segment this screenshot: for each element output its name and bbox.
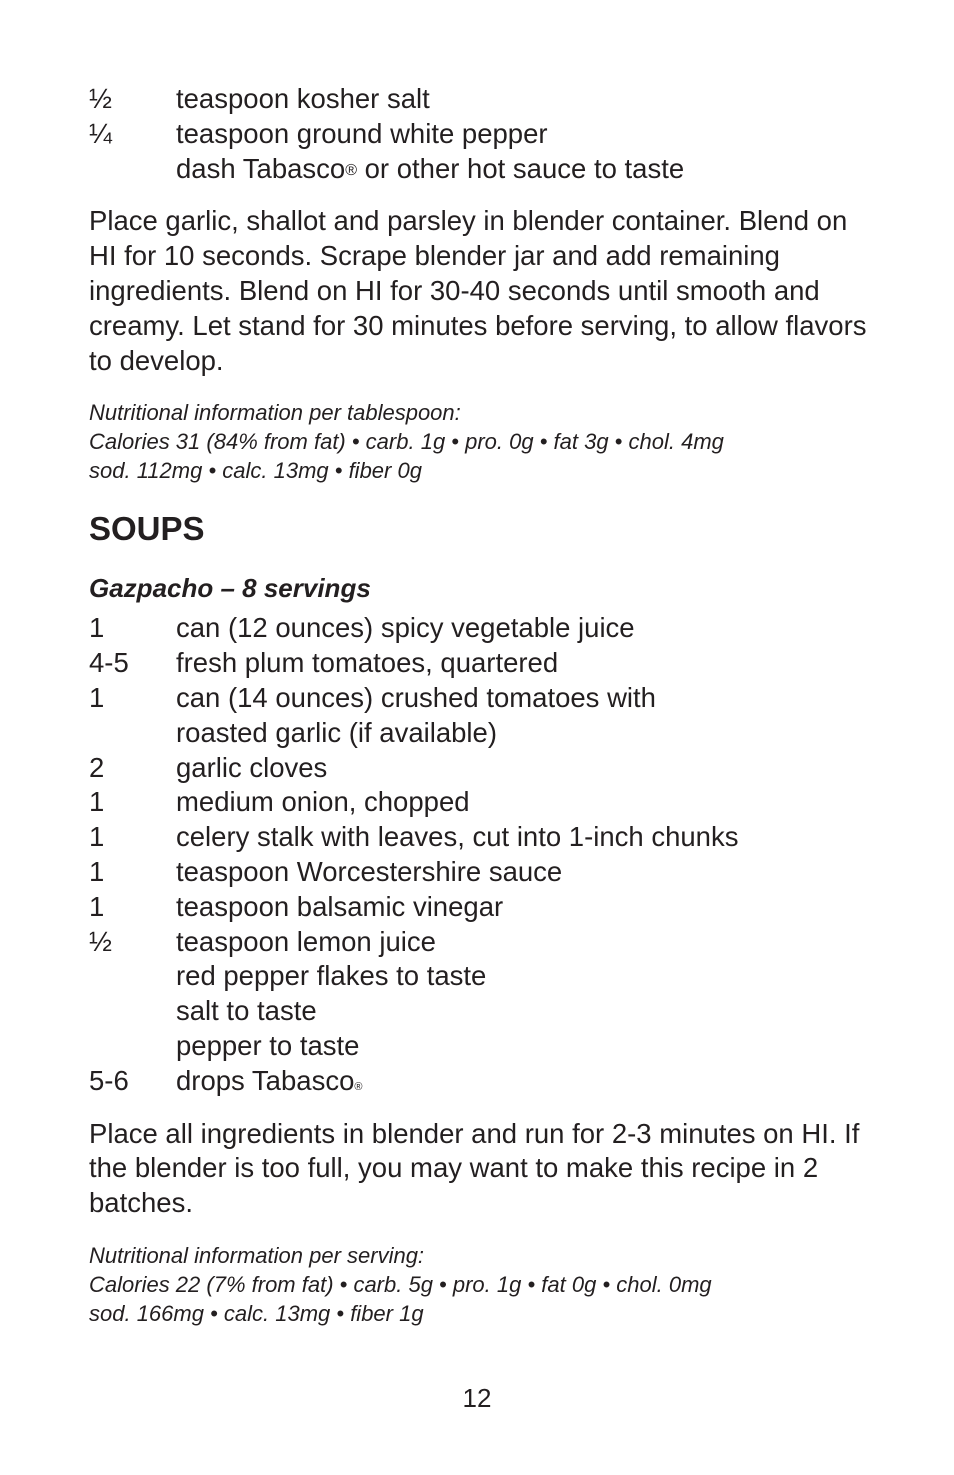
ingredient-text-wrap	[176, 1064, 879, 1099]
ingredient-row	[89, 855, 879, 890]
recipe-title: Gazpacho – 8 servings	[89, 573, 371, 604]
ingredient-row	[89, 152, 879, 187]
ingredient-text: drops Tabasco	[176, 1064, 355, 1096]
page-number: 12	[462, 1383, 492, 1413]
ingredient-qty: ¼	[89, 117, 112, 149]
gazpacho-instructions: Place all ingredients in blender and run for 2-3 minutes on HI. If the blender is too full, you may want to make this recipe in 2 batches.	[89, 1117, 860, 1219]
ingredient-text: pepper to taste	[176, 1029, 360, 1061]
gazpacho-nutrition	[89, 1241, 879, 1328]
ingredient-text-wrap	[176, 152, 879, 187]
ingredient-qty: ½	[89, 925, 112, 957]
nutrition-heading: Nutritional information per tablespoon:	[89, 400, 461, 426]
ingredient-text: celery stalk with leaves, cut into 1-inch chunks	[176, 821, 739, 853]
ingredient-row	[89, 681, 879, 716]
ingredient-text: roasted garlic (if available)	[176, 716, 497, 748]
ingredient-text: dash Tabasco	[176, 152, 346, 184]
ingredient-row	[89, 959, 879, 994]
recipe-page	[89, 82, 879, 1328]
ingredient-text: can (14 ounces) crushed tomatoes with	[176, 681, 656, 713]
nutrition-heading: Nutritional information per serving:	[89, 1242, 425, 1268]
gazpacho-ingredient-list	[89, 611, 879, 1098]
ingredient-row	[89, 82, 879, 117]
ingredient-qty: 1	[89, 612, 105, 644]
ingredient-text: can (12 ounces) spicy vegetable juice	[176, 612, 635, 644]
ingredient-qty	[89, 152, 176, 187]
ingredient-text: teaspoon Worcestershire sauce	[176, 855, 563, 887]
ingredient-qty	[89, 994, 176, 1029]
ingredient-qty: ½	[89, 83, 112, 114]
ingredient-qty	[89, 959, 176, 994]
ingredient-qty: 1	[89, 855, 105, 887]
registered-mark: ®	[354, 1080, 363, 1093]
ingredient-text: red pepper flakes to taste	[176, 960, 487, 992]
nutrition-line: sod. 166mg • calc. 13mg • fiber 1g	[89, 1300, 424, 1326]
ingredient-qty	[89, 716, 176, 751]
ingredient-text: teaspoon lemon juice	[176, 925, 436, 957]
ingredient-qty: 2	[89, 751, 105, 783]
ingredient-qty: 1	[89, 821, 105, 853]
nutrition-line: Calories 22 (7% from fat) • carb. 5g • pro. 1g • fat 0g • chol. 0mg	[89, 1271, 712, 1297]
ingredient-row	[89, 785, 879, 820]
ingredient-qty: 4-5	[89, 647, 129, 679]
top-ingredient-list	[89, 82, 879, 186]
ingredient-row	[89, 117, 879, 152]
ingredient-qty: 1	[89, 890, 105, 922]
ingredient-row	[89, 925, 879, 960]
ingredient-row	[89, 890, 879, 925]
nutrition-line: Calories 31 (84% from fat) • carb. 1g • pro. 0g • fat 3g • chol. 4mg	[89, 429, 724, 455]
registered-mark: ®	[345, 161, 357, 179]
ingredient-text: garlic cloves	[176, 751, 328, 783]
ingredient-row	[89, 751, 879, 786]
ingredient-row	[89, 1029, 879, 1064]
ingredient-row	[89, 611, 879, 646]
ingredient-text-tail: or other hot sauce to taste	[357, 152, 685, 184]
ingredient-qty: 5-6	[89, 1064, 129, 1096]
top-nutrition	[89, 398, 879, 485]
section-title: SOUPS	[89, 510, 205, 548]
ingredient-row	[89, 820, 879, 855]
ingredient-text: teaspoon kosher salt	[176, 83, 430, 114]
ingredient-text: salt to taste	[176, 995, 317, 1027]
ingredient-text: teaspoon ground white pepper	[176, 117, 548, 149]
ingredient-text: teaspoon balsamic vinegar	[176, 890, 504, 922]
ingredient-row	[89, 716, 879, 751]
top-instructions: Place garlic, shallot and parsley in blender container. Blend on HI for 10 seconds. Scrape blender jar and add remaining ingredients. Blend on HI for 30-40 seconds until smooth and creamy. Let stand for 30 minutes before serving, to allow flavors to develop.	[89, 205, 867, 376]
ingredient-qty: 1	[89, 786, 105, 818]
ingredient-row	[89, 994, 879, 1029]
ingredient-text: medium onion, chopped	[176, 786, 470, 818]
ingredient-qty	[89, 1029, 176, 1064]
ingredient-qty: 1	[89, 681, 105, 713]
ingredient-text: fresh plum tomatoes, quartered	[176, 647, 559, 679]
ingredient-row	[89, 646, 879, 681]
nutrition-line: sod. 112mg • calc. 13mg • fiber 0g	[89, 458, 422, 484]
ingredient-row	[89, 1064, 879, 1099]
